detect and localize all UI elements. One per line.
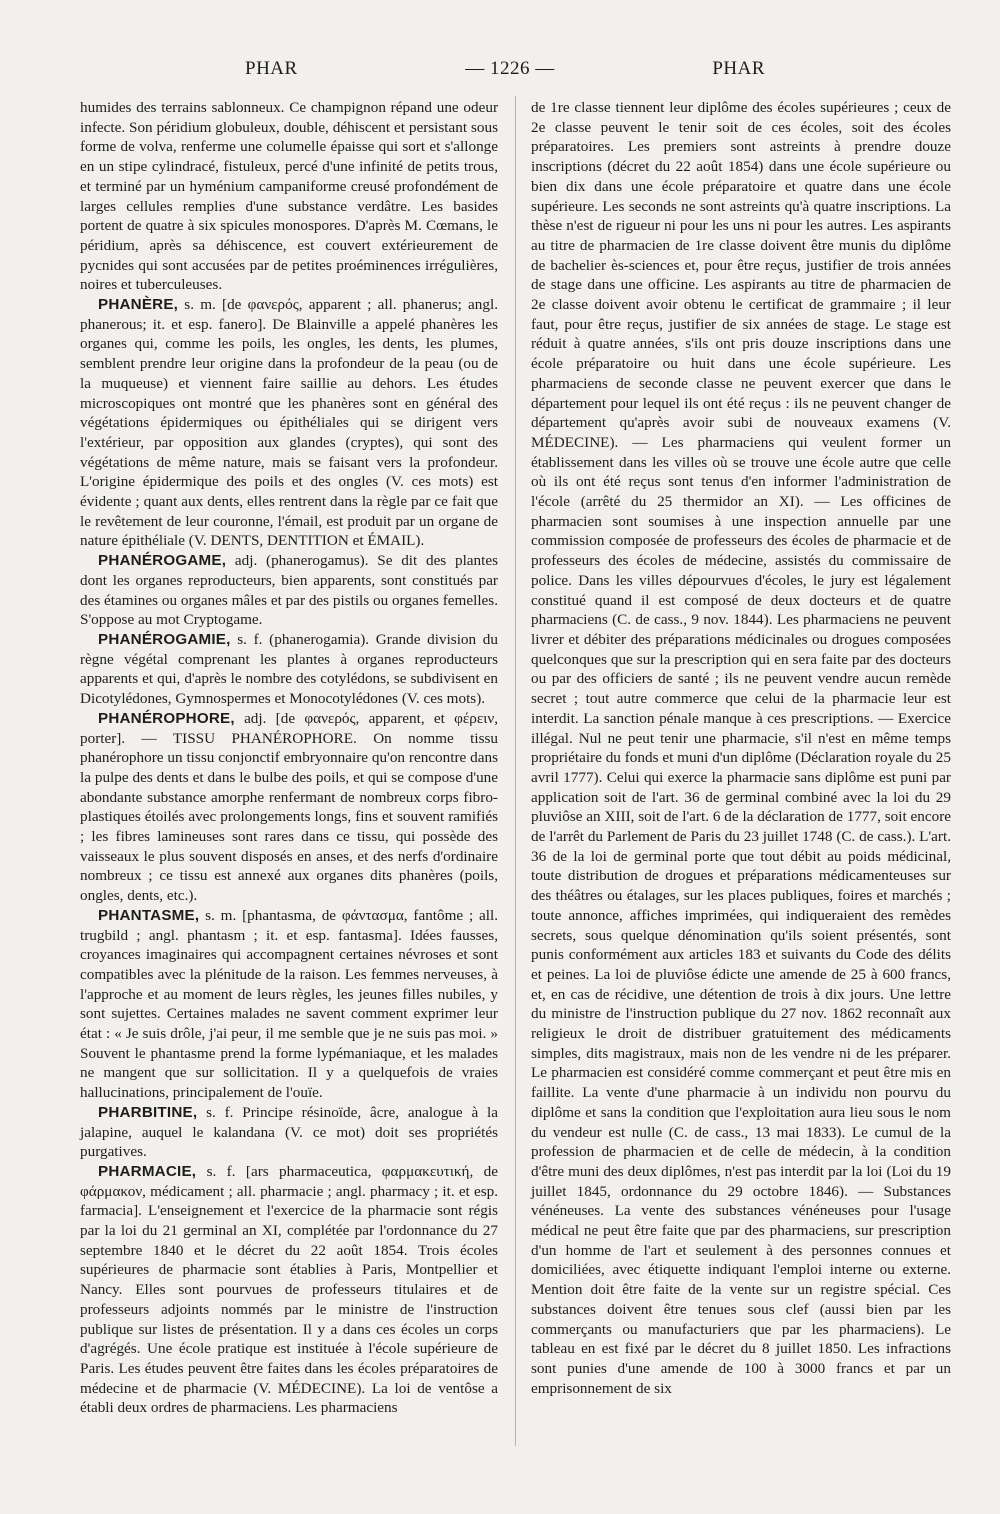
entry-definition: s. m. [phantasma, de φάντασμα, fantôme ; all. trugbild ; angl. phantasm ; it. et esp. fantasma]. Idées fausses, croyances imaginaires qui accompagnent certaines névroses et sont compatibles avec la plénitude de la raison. Les femmes nerveuses, à l'approche et au moment de leurs règles, les jeunes filles nubiles, y sont sujettes. Certaines malades ne savent comment exprimer leur état : « Je suis drôle, j'ai peur, il me semble que je ne suis pas moi. » Souvent le phantasme prend la forme lypémaniaque, et les malades ne mangent que sur sollicitation. Il y a quelquefois de vraies hallucinations, principalement de l'ouïe.	[80, 906, 498, 1102]
continued-entry-text: de 1re classe tiennent leur diplôme des écoles supérieures ; ceux de 2e classe peuvent le tenir soit de ces écoles, soit des écoles préparatoires. Les premiers sont astreints à prendre douze inscriptions (décret du 22 août 1854) dans une école supérieure ou bien dix dans une école préparatoire et quatre dans une école supérieure. Les seconds ne sont astreints qu'à quatre inscriptions. La thèse n'est de rigueur ni pour les uns ni pour les autres. Les aspirants au titre de pharmacien de 1re classe doivent être munis du diplôme de bachelier ès-sciences et, pour être reçus, justifier de trois années de stage dans une officine. Les aspirants au titre de pharmacien de 2e classe doivent avoir obtenu le certificat de grammaire ; il leur faut, pour être reçus, justifier de six années de stage. Le stage est réduit à quatre années, s'ils ont pris douze inscriptions dans une école préparatoire ou huit dans une école supérieure. Les pharmaciens de seconde classe ne peuvent exercer que dans le département pour lequel ils ont été reçus : ils ne peuvent changer de département qu'après avoir subi de nouveaux examens (V. MÉDECINE). — Les pharmaciens qui veulent former un établissement dans les villes où se trouve une école autre que celle où ils ont été reçus sont tenus d'en informer l'administration de l'école (arrêté du 25 thermidor an XI). — Les officines de pharmacien sont soumises à une inspection annuelle par une commission composée de professeurs des écoles de pharmacie et de professeurs des écoles de médecine, assistés du commissaire de police. Dans les villes dépourvues d'écoles, le jury est légalement constitué quand il est composé de deux docteurs et de quatre pharmaciens (C. de cass., 9 nov. 1844). Les pharmaciens ne peuvent livrer et débiter des préparations médicinales ou drogues composées quelconques que sur la prescription qui en sera faite par des docteurs ou par des officiers de santé ; ils ne peuvent vendre aucun remède secret ; tout autre commerce que celui de la pharmacie leur est interdit. La sanction pénale manque à ces prescriptions. — Exercice illégal. Nul ne peut tenir une pharmacie, s'il n'est en même temps propriétaire du fonds et muni d'un diplôme (Déclaration royale du 25 avril 1777). Celui qui exerce la pharmacie sans diplôme est puni par application soit de l'art. 36 de germinal combiné avec la loi du 29 pluviôse an XIII, soit de l'art. 6 de la déclaration de 1777, soit encore de l'arrêt du Parlement de Paris du 23 juillet 1748 (C. de cass.). L'art. 36 de la loi de germinal porte que tout débit au poids médicinal, toute distribution de drogues et préparations médicamenteuses sur des théâtres ou étalages, sur les places publiques, foires et marchés ; toute annonce, affiches imprimées, qui indiqueraient des remèdes secrets, sous quelque dénomination qu'ils soient présentés, sont punis conformément aux articles 183 et suivants du Code des délits et peines. La loi de pluviôse édicte une amende de 25 à 600 francs, et, en cas de récidive, une détention de trois à dix jours. Une lettre du ministre de l'instruction publique du 27 nov. 1862 reconnaît aux religieux le droit de distribuer gratuitement des médicaments simples, dits magistraux, mais non de les vendre ni de les préparer. Le pharmacien est considéré comme commerçant et peut être mis en faillite. La vente d'une pharmacie à un individu non pourvu du diplôme et sans la condition que l'exploitation aura lieu sous le nom du vendeur est nulle (C. de cass., 13 mai 1833). Le cumul de la profession de pharmacien et de celle de médecin, à la condition d'être muni des deux diplômes, n'est pas interdit par la loi (Loi du 19 juillet 1845, ordonnance du 29 octobre 1846). — Substances vénéneuses. La vente des substances vénéneuses pour l'usage médical ne peut être faite que par des pharmaciens, sur prescription d'un homme de l'art et seulement à des personnes connues et domiciliées, avec étiquette indiquant l'emploi interne ou externe. Mention doit être faite de la vente sur un registre spécial. Ces substances doivent être tenues sous clef (aussi bien par les commerçants ou manufacturiers que par les pharmaciens). Le tableau en est fixé par le décret du 8 juillet 1850. Les infractions sont punies d'une amende de 100 à 3000 francs et par un emprisonnement de six	[531, 99, 951, 1397]
running-head-left: PHAR	[245, 58, 298, 79]
dictionary-entry	[80, 709, 498, 906]
dictionary-entry	[80, 1103, 498, 1162]
entry-headword: PHANÉROGAME,	[98, 552, 227, 570]
entry-definition: adj. [de φανερός, apparent, et φέρειν, porter]. — TISSU PHANÉROPHORE. On nomme tissu phanérophore un tissu conjonctif embryonnaire qu'on rencontre dans la pulpe des dents et dans le bulbe des poils, et qui se compose d'une abondante substance amorphe renfermant de nombreux corps fibro-plastiques étoilés avec prolongements longs, fins et souvent ramifiés ; les fibres lamineuses sont rares dans ce tissu, qui possède des vaisseaux le plus souvent disposés en anses, et des nerfs d'ordinaire nombreux ; ce tissu est annexé aux organes dits phanères (poils, ongles, dents, etc.).	[80, 709, 498, 905]
dictionary-entry	[80, 1162, 498, 1418]
entry-headword: PHARMACIE,	[98, 1162, 197, 1180]
entry-headword: PHANÈRE,	[98, 296, 179, 314]
entry-definition: s. f. Principe résinoïde, âcre, analogue à la jalapine, auquel le kalandana (V. ce mot) doit ses propriétés purgatives.	[80, 1103, 498, 1161]
dictionary-entry	[80, 295, 498, 551]
column-divider	[515, 96, 516, 1446]
dictionary-entry	[80, 551, 498, 630]
running-head-right: PHAR	[712, 58, 765, 79]
entry-definition: s. m. [de φανερός, apparent ; all. phanerus; angl. phanerous; it. et esp. fanero]. De Blainville a appelé phanères les organes qui, comme les poils, les ongles, les dents, les plumes, semblent prendre leur origine dans la profondeur de la peau (ou de la muqueuse) et viennent faire saillie au dehors. Les études microscopiques ont montré que les phanères sont en général des végétations épidermiques ou épithéliales qui se dirigent vers l'extérieur, par opposition aux glandes (cryptes), qui sont des végétations de même nature, mais se faisant vers la profondeur. L'origine épidermique des poils et des ongles (V. ces mots) est évidente ; quant aux dents, elles rentrent dans la règle par ce fait que le revêtement de leur couronne, l'émail, est produit par un organe de nature épithéliale (V. DENTS, DENTITION et ÉMAIL).	[80, 296, 498, 550]
dictionary-entry	[80, 630, 498, 709]
entry-headword: PHANTASME,	[98, 906, 200, 924]
entry-definition: adj. (phanerogamus). Se dit des plantes dont les organes reproducteurs, bien apparents, sont constitués par des étamines ou organes mâles et par des pistils ou organes femelles. S'oppose au mot Cryptogame.	[80, 552, 498, 629]
entry-headword: PHANÉROGAMIE,	[98, 630, 231, 648]
right-column	[531, 98, 951, 1398]
continued-entry-text: humides des terrains sablonneux. Ce champignon répand une odeur infecte. Son péridium globuleux, double, déhiscent et persistant sous forme de volva, renferme une columelle épaisse qui sort et s'allonge en un stipe cylindracé, fistuleux, percé d'une infinité de petits trous, et terminé par un hyménium campaniforme creusé profondément de larges cellules remplies d'une substance verdâtre. Les basides portent de quatre à six spicules monospores. D'après M. Cœmans, le péridium, après sa déhiscence, est couvert extérieurement de pycnides qui sont accusées par de petites proéminences irrégulières, noires et tuberculeuses.	[80, 99, 498, 294]
page-header	[80, 58, 940, 88]
entry-definition: s. f. (phanerogamia). Grande division du règne végétal comprenant les plantes à organes reproducteurs apparents et qui, d'après le nombre des cotylédons, se subdivisent en Dicotylédones, Gymnospermes et Monocotylédones (V. ces mots).	[80, 630, 498, 708]
entry-headword: PHANÉROPHORE,	[98, 709, 235, 727]
entry-headword: PHARBITINE,	[98, 1103, 198, 1121]
dictionary-entry	[80, 906, 498, 1103]
page-number: — 1226 —	[465, 58, 555, 79]
left-column	[80, 98, 498, 1418]
entry-definition: s. f. [ars pharmaceutica, φαρμακευτική, de φάρμακον, médicament ; all. pharmacie ; angl. pharmacy ; it. et esp. farmacia]. L'enseignement et l'exercice de la pharmacie sont régis par la loi du 21 germinal an XI, complétée par l'ordonnance du 27 septembre 1840 et le décret du 22 août 1854. Trois écoles supérieures de pharmacie sont établies à Paris, Montpellier et Nancy. Elles sont pourvues de professeurs titulaires et de professeurs adjoints nommés par le ministre de l'instruction publique sur listes de présentation. Il y a dans ces écoles un corps d'agrégés. Une école pratique est instituée à l'école supérieure de Paris. Les études peuvent être faites dans les écoles préparatoires de médecine et de pharmacie (V. MÉDECINE). La loi de ventôse a établi deux ordres de pharmaciens. Les pharmaciens	[80, 1162, 499, 1417]
